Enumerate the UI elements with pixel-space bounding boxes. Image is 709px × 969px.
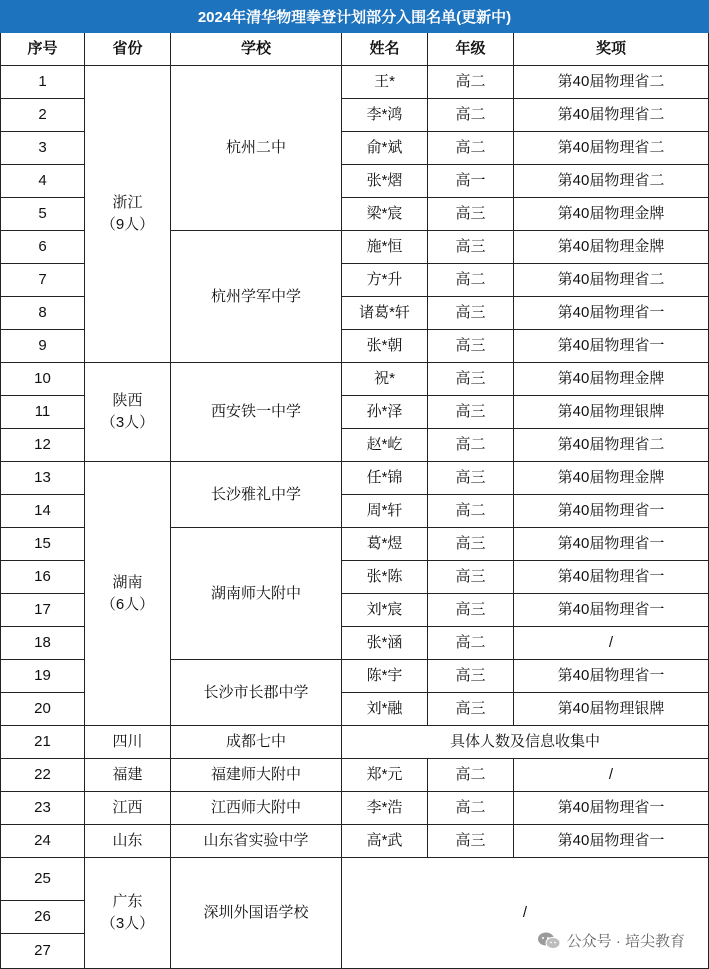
student-name: 诸葛*轩 (342, 297, 428, 330)
table-title: 2024年清华物理拳登计划部分入围名单(更新中) (0, 0, 709, 33)
student-name: 周*轩 (342, 495, 428, 528)
province-cell: 四川 (85, 726, 171, 759)
row-number: 25 (0, 858, 85, 901)
student-award: 第40届物理省一 (514, 330, 709, 363)
student-grade: 高三 (428, 363, 514, 396)
student-name: 赵*屹 (342, 429, 428, 462)
row-number: 6 (0, 231, 85, 264)
student-grade: 高三 (428, 396, 514, 429)
student-name: 刘*融 (342, 693, 428, 726)
student-grade: 高二 (428, 792, 514, 825)
school-cell: 深圳外国语学校 (171, 858, 342, 969)
student-grade: 高一 (428, 165, 514, 198)
school-cell: 长沙市长郡中学 (171, 660, 342, 726)
province-count: （3人） (100, 414, 155, 431)
province-count: （3人） (100, 915, 155, 932)
student-name: 陈*宇 (342, 660, 428, 693)
student-name: 刘*宸 (342, 594, 428, 627)
province-cell (85, 363, 171, 462)
student-grade: 高三 (428, 297, 514, 330)
student-award: 第40届物理省一 (514, 660, 709, 693)
student-award: 第40届物理省二 (514, 132, 709, 165)
header-award: 奖项 (514, 33, 709, 66)
school-cell: 湖南师大附中 (171, 528, 342, 660)
row-number: 15 (0, 528, 85, 561)
row-number: 4 (0, 165, 85, 198)
row-number: 8 (0, 297, 85, 330)
student-award: / (514, 627, 709, 660)
student-award: / (514, 759, 709, 792)
row-number: 1 (0, 66, 85, 99)
student-name: 张*熠 (342, 165, 428, 198)
student-award: 第40届物理金牌 (514, 198, 709, 231)
student-grade: 高二 (428, 627, 514, 660)
student-grade: 高二 (428, 132, 514, 165)
student-grade: 高二 (428, 429, 514, 462)
row-number: 20 (0, 693, 85, 726)
student-name: 葛*煜 (342, 528, 428, 561)
student-name: 张*朝 (342, 330, 428, 363)
header-school: 学校 (171, 33, 342, 66)
row-number: 27 (0, 934, 85, 969)
student-award: 第40届物理省一 (514, 495, 709, 528)
header-grade: 年级 (428, 33, 514, 66)
student-grade: 高三 (428, 594, 514, 627)
school-cell: 杭州二中 (171, 66, 342, 231)
student-grade: 高三 (428, 462, 514, 495)
row-number: 17 (0, 594, 85, 627)
watermark-text: 公众号 · 培尖教育 (566, 933, 685, 950)
wechat-icon (537, 931, 561, 951)
student-name: 孙*泽 (342, 396, 428, 429)
student-award: 第40届物理银牌 (514, 396, 709, 429)
province-cell: 江西 (85, 792, 171, 825)
student-name: 任*锦 (342, 462, 428, 495)
school-cell: 杭州学军中学 (171, 231, 342, 363)
student-award: 第40届物理金牌 (514, 231, 709, 264)
province-cell (85, 462, 171, 726)
student-name: 李*鸿 (342, 99, 428, 132)
student-name: 张*涵 (342, 627, 428, 660)
province-cell: 山东 (85, 825, 171, 858)
student-grade: 高二 (428, 759, 514, 792)
student-award: 第40届物理金牌 (514, 462, 709, 495)
student-award: 第40届物理省一 (514, 594, 709, 627)
row-number: 5 (0, 198, 85, 231)
row-number: 24 (0, 825, 85, 858)
student-award: 第40届物理银牌 (514, 693, 709, 726)
row-number: 26 (0, 901, 85, 934)
student-grade: 高二 (428, 264, 514, 297)
student-name: 郑*元 (342, 759, 428, 792)
pending-placeholder: / (342, 858, 709, 969)
school-cell: 长沙雅礼中学 (171, 462, 342, 528)
student-award: 第40届物理省一 (514, 297, 709, 330)
province-cell (85, 66, 171, 363)
school-cell: 江西师大附中 (171, 792, 342, 825)
student-grade: 高二 (428, 495, 514, 528)
province-name: 浙江 (112, 194, 143, 211)
row-number: 23 (0, 792, 85, 825)
row-number: 7 (0, 264, 85, 297)
student-name: 祝* (342, 363, 428, 396)
student-award: 第40届物理省二 (514, 165, 709, 198)
row-number: 11 (0, 396, 85, 429)
student-name: 王* (342, 66, 428, 99)
province-count: （6人） (100, 595, 155, 613)
student-name: 俞*斌 (342, 132, 428, 165)
student-award: 第40届物理省一 (514, 561, 709, 594)
province-cell: 福建 (85, 759, 171, 792)
student-grade: 高三 (428, 561, 514, 594)
student-name: 高*武 (342, 825, 428, 858)
row-number: 9 (0, 330, 85, 363)
province-name: 陕西 (112, 392, 143, 409)
student-award: 第40届物理省二 (514, 429, 709, 462)
student-grade: 高三 (428, 231, 514, 264)
student-award: 第40届物理金牌 (514, 363, 709, 396)
student-name: 梁*宸 (342, 198, 428, 231)
student-grade: 高三 (428, 660, 514, 693)
row-number: 21 (0, 726, 85, 759)
school-cell: 成都七中 (171, 726, 342, 759)
row-number: 10 (0, 363, 85, 396)
student-name: 方*升 (342, 264, 428, 297)
watermark (533, 928, 689, 953)
student-name: 李*浩 (342, 792, 428, 825)
row-number: 16 (0, 561, 85, 594)
row-number: 22 (0, 759, 85, 792)
province-name: 广东 (112, 893, 143, 910)
row-number: 13 (0, 462, 85, 495)
school-cell: 山东省实验中学 (171, 825, 342, 858)
student-award: 第40届物理省一 (514, 825, 709, 858)
student-name: 张*陈 (342, 561, 428, 594)
header-name: 姓名 (342, 33, 428, 66)
student-grade: 高三 (428, 198, 514, 231)
student-award: 第40届物理省二 (514, 264, 709, 297)
row-number: 12 (0, 429, 85, 462)
row-number: 19 (0, 660, 85, 693)
province-count: （9人） (100, 216, 155, 233)
student-grade: 高三 (428, 330, 514, 363)
student-grade: 高三 (428, 528, 514, 561)
row-number: 2 (0, 99, 85, 132)
student-grade: 高三 (428, 825, 514, 858)
row-number: 18 (0, 627, 85, 660)
row-number: 3 (0, 132, 85, 165)
school-cell: 西安铁一中学 (171, 363, 342, 462)
student-award: 第40届物理省一 (514, 792, 709, 825)
school-cell: 福建师大附中 (171, 759, 342, 792)
province-name: 湖南 (112, 573, 143, 591)
student-name: 施*恒 (342, 231, 428, 264)
header-province: 省份 (85, 33, 171, 66)
student-award: 第40届物理省二 (514, 66, 709, 99)
student-award: 第40届物理省一 (514, 528, 709, 561)
header-no: 序号 (0, 33, 85, 66)
student-award: 第40届物理省二 (514, 99, 709, 132)
student-grade: 高二 (428, 99, 514, 132)
row-number: 14 (0, 495, 85, 528)
student-grade: 高三 (428, 693, 514, 726)
student-grade: 高二 (428, 66, 514, 99)
info-collecting-note: 具体人数及信息收集中 (342, 726, 709, 759)
province-cell (85, 858, 171, 969)
